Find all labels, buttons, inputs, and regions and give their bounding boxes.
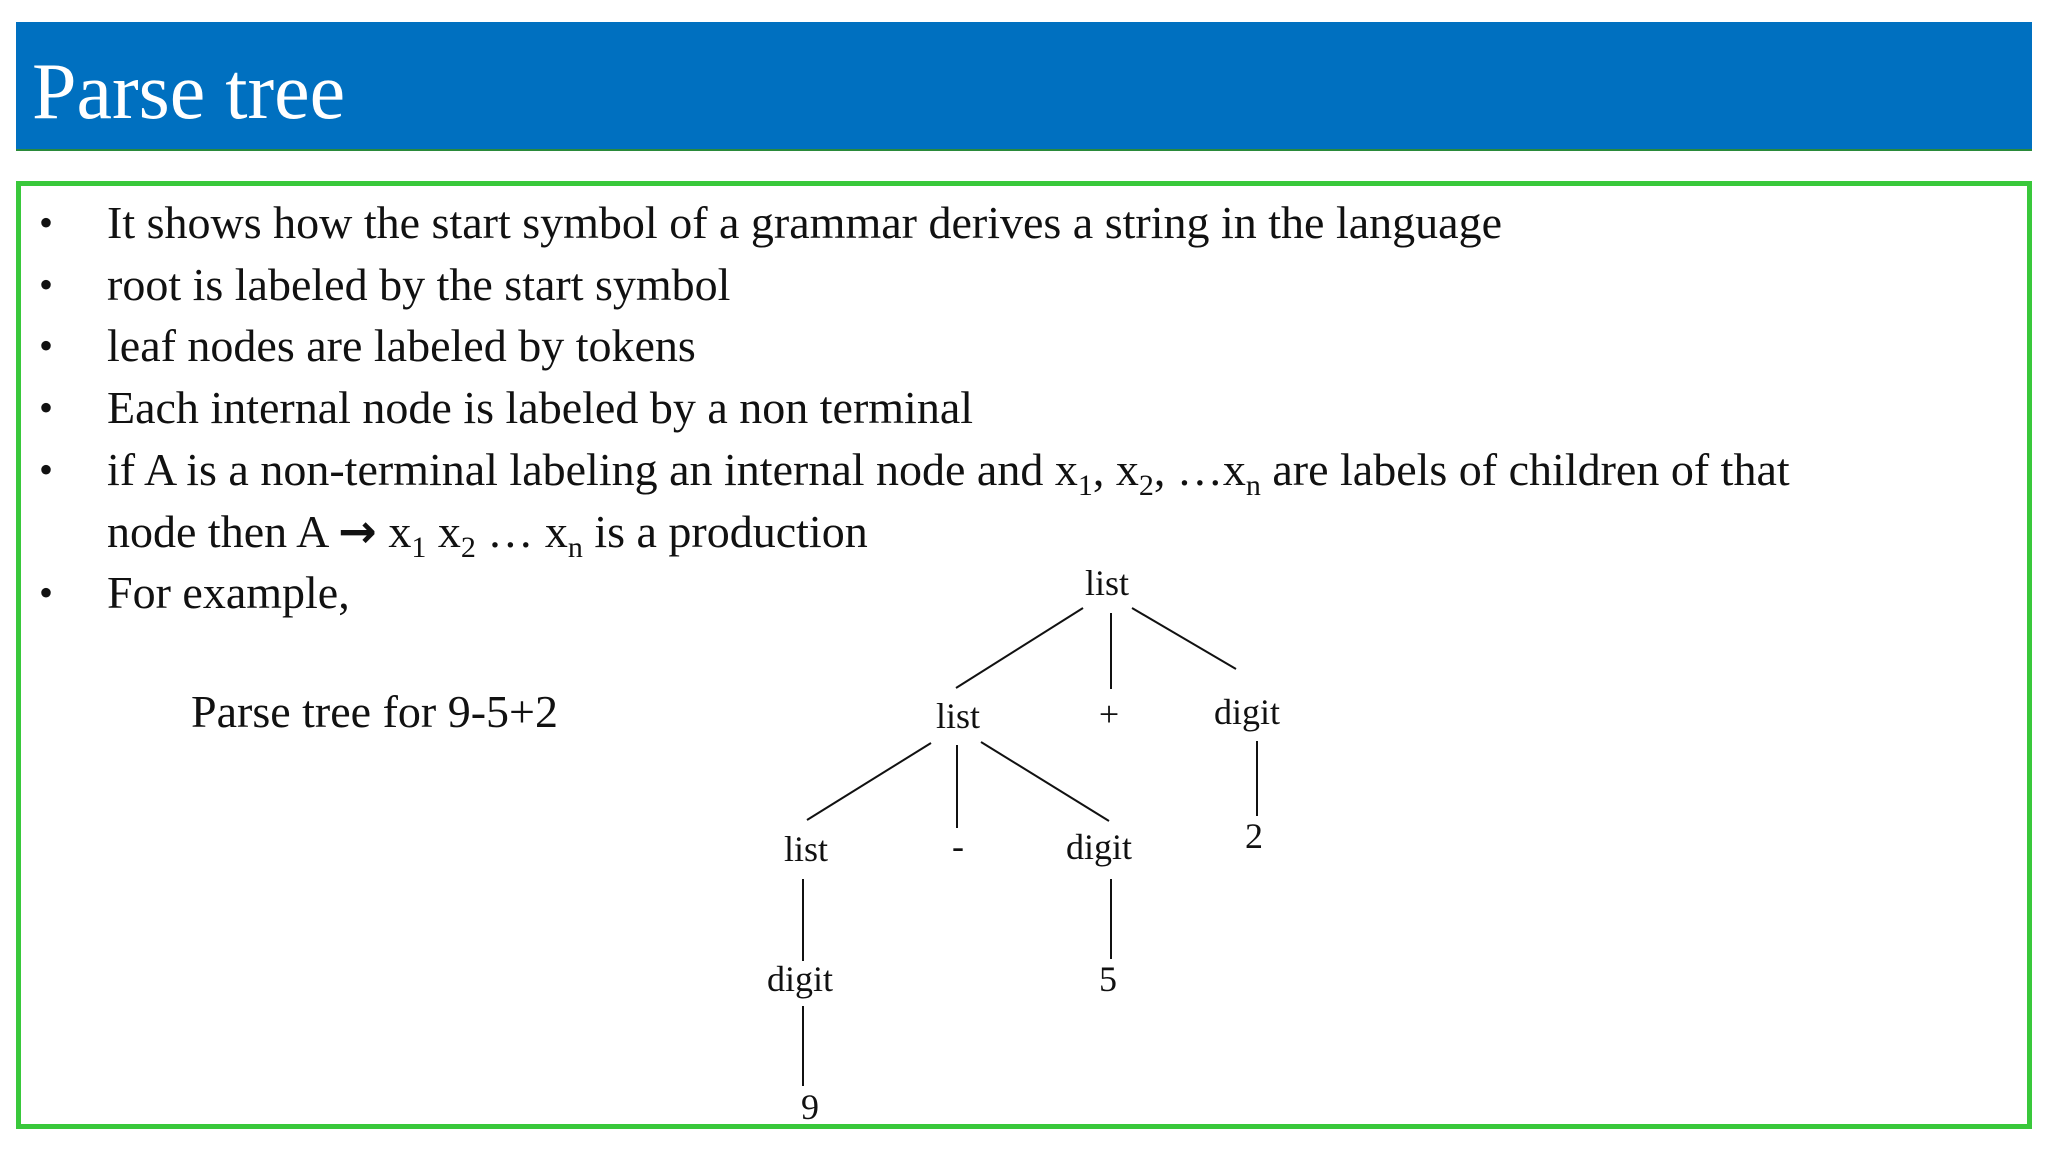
bullet-dot: • xyxy=(39,200,54,245)
parse-tree-caption: Parse tree for 9-5+2 xyxy=(191,686,558,737)
slide-title: Parse tree xyxy=(32,48,346,136)
tree-edge xyxy=(1132,608,1236,669)
title-bar xyxy=(16,22,2032,151)
bullet-text: if A is a non-terminal labeling an internal node and $x_1$, $x_2$, $\dots x_n$ are labels of children of that xyxy=(107,444,1790,502)
bullet-text: It shows how the start symbol of a grammar derives a string in the language xyxy=(107,197,1503,248)
bullet-text: node then $A \to x_1$ $x_2$ … $x_n$ is a production xyxy=(107,504,868,564)
tree-node: + xyxy=(1098,694,1120,734)
tree-node: digit xyxy=(1213,692,1281,732)
bullet-text: Each internal node is labeled by a non terminal xyxy=(107,382,974,433)
tree-node: digit xyxy=(1065,827,1133,867)
tree-node: - xyxy=(952,826,964,866)
bullet-text: leaf nodes are labeled by tokens xyxy=(107,320,696,371)
tree-node: digit xyxy=(766,959,834,999)
tree-edge xyxy=(956,608,1083,688)
tree-node-root: list xyxy=(1084,563,1130,603)
bullet-dot: • xyxy=(39,447,54,492)
tree-node: 2 xyxy=(1245,816,1263,856)
parse-tree-diagram xyxy=(21,186,2037,1134)
bullet-dot: • xyxy=(39,570,54,615)
tree-node: list xyxy=(783,829,829,869)
tree-edge xyxy=(981,742,1109,821)
tree-edge xyxy=(807,743,931,820)
arrow-icon: → xyxy=(338,504,377,558)
bullet-text: For example, xyxy=(107,567,350,618)
bullet-dot: • xyxy=(39,323,54,368)
bullet-text: root is labeled by the start symbol xyxy=(107,259,731,310)
tree-node: 9 xyxy=(801,1087,819,1127)
content-frame xyxy=(16,181,2032,1129)
bullet-dot: • xyxy=(39,262,54,307)
tree-node: list xyxy=(935,696,981,736)
bullet-dot: • xyxy=(39,385,54,430)
tree-node: 5 xyxy=(1099,959,1117,999)
